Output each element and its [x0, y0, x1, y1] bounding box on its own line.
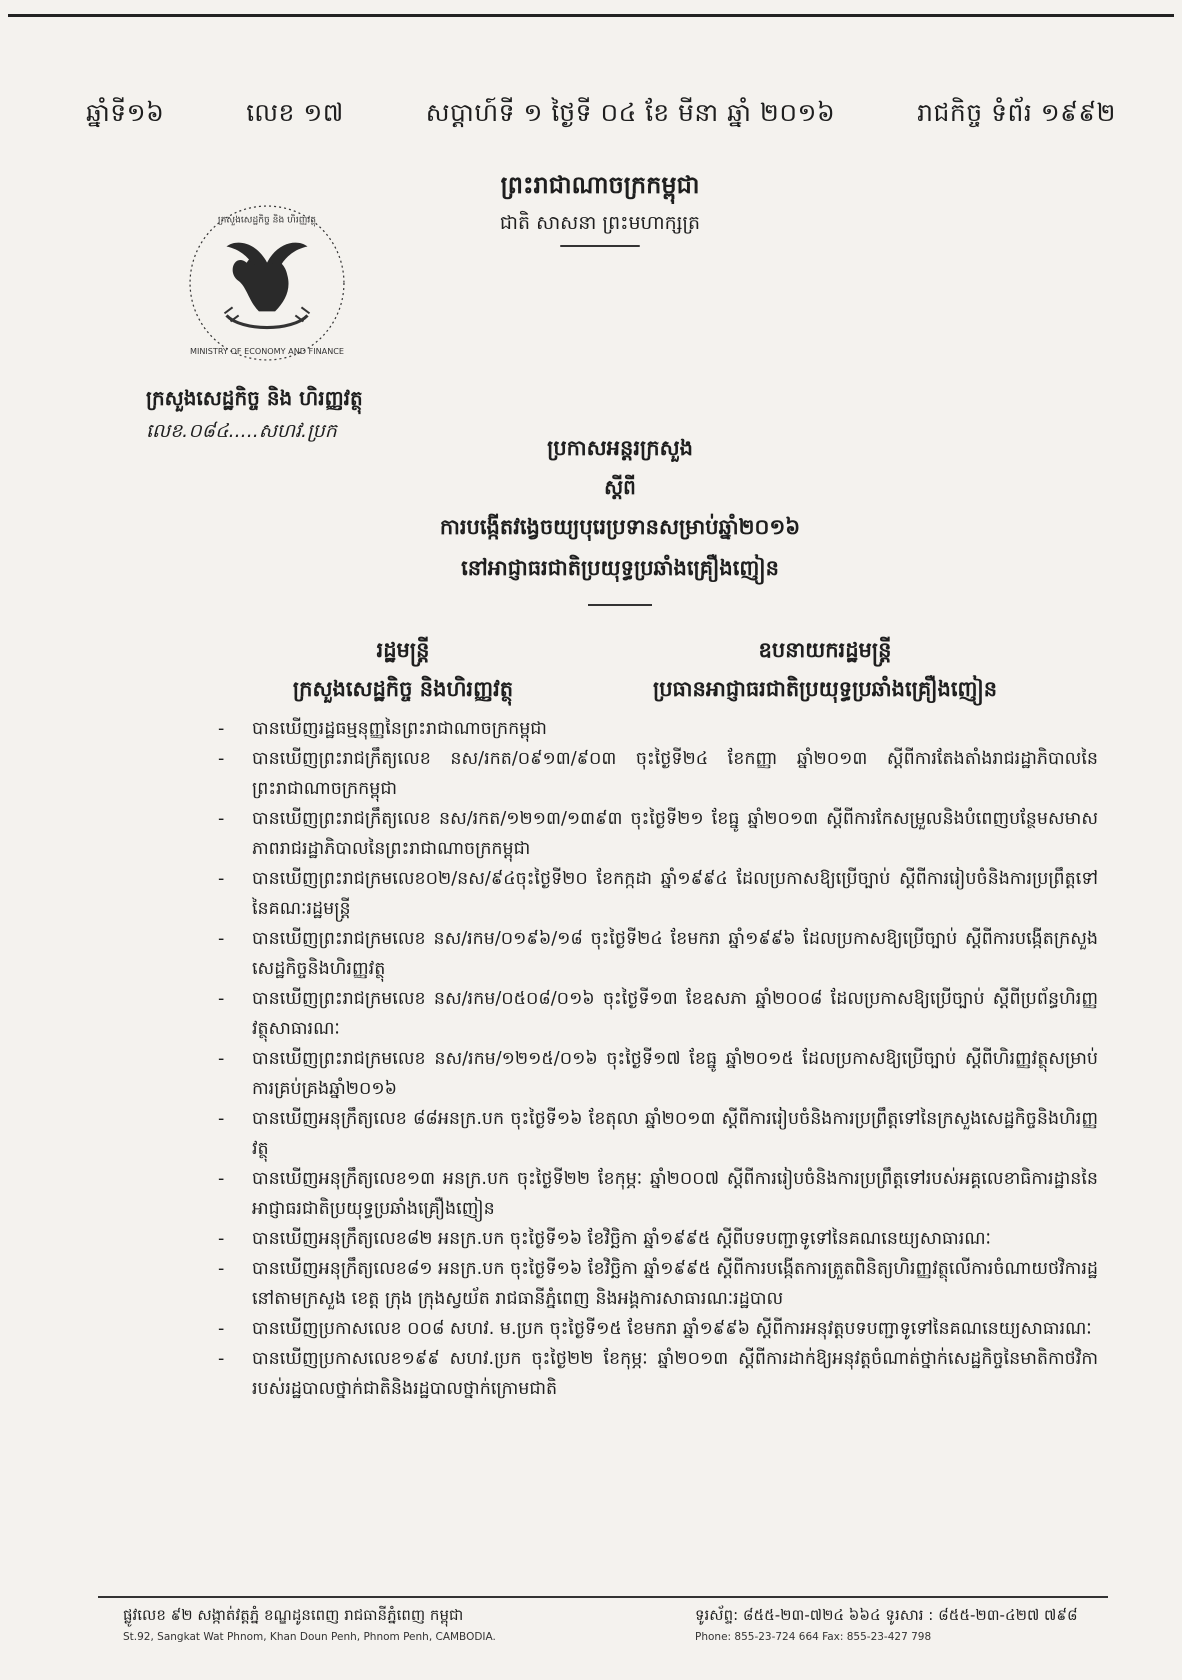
list-item: - បានឃើញព្រះរាជក្រឹត្យលេខ នស/រកត/០៩១៣/៩០៣ ចុះថ្ងៃទី២៤ ខែកញ្ញា ឆ្នាំ២០១៣ ស្តីពីការតែងតាំងរាជរដ្ឋាភិបាលនៃព្រះរាជាណាចក្រកម្ពុជា [218, 744, 1098, 804]
list-item: - បានឃើញព្រះរាជក្រមលេខ០២/នស/៩៤ចុះថ្ងៃទី២០ ខែកក្កដា ឆ្នាំ១៩៩៤ ដែលប្រកាសឱ្យប្រើច្បាប់ ស្តីពីការរៀបចំនិងការប្រព្រឹត្តទៅនៃគណៈរដ្ឋមន្ត្រី [218, 864, 1098, 924]
list-item: - បានឃើញរដ្ឋធម្មនុញ្ញនៃព្រះរាជាណាចក្រកម្ពុជា [218, 714, 1098, 744]
list-item: - បានឃើញអនុក្រឹត្យលេខ៨២ អនក្រ.បក ចុះថ្ងៃទី១៦ ខែវិច្ឆិកា ឆ្នាំ១៩៩៥ ស្តីពីបទបញ្ជាទូទៅនៃគណនេយ្យសាធារណៈ [218, 1224, 1098, 1254]
seal-khmer-text: ក្រសួងសេដ្ឋកិច្ច និង ហិរញ្ញវត្ថុ [217, 215, 317, 226]
gazette-year: ឆ្នាំទី១៦ [86, 98, 165, 127]
dash-bullet: - [218, 1349, 225, 1369]
dash-bullet: - [218, 1109, 225, 1129]
list-item: - បានឃើញអនុក្រឹត្យលេខ៨១ អនក្រ.បក ចុះថ្ងៃទី១៦ ខែវិច្ឆិកា ឆ្នាំ១៩៩៥ ស្តីពីការបង្កើតការត្រួតពិនិត្យហិរញ្ញវត្ថុលើការចំណាយថវិការដ្ឋនៅតាមក្រសួង ខេត្ត ក្រុង ក្រុងស្វយ័ត រាជធានីភ្នំពេញ និងអង្គការសាធារណៈរដ្ឋបាល [218, 1254, 1098, 1314]
ministry-name: ក្រសួងសេដ្ឋកិច្ច និង ហិរញ្ញវត្ថុ [146, 386, 363, 410]
ministry-seal-icon [186, 202, 348, 364]
list-item: - បានឃើញអនុក្រឹត្យលេខ ៨៨អនក្រ.បក ចុះថ្ងៃទី១៦ ខែតុលា ឆ្នាំ២០១៣ ស្តីពីការរៀបចំនិងការប្រព្រឹត្តទៅនៃក្រសួងសេដ្ឋកិច្ចនិងហិរញ្ញវត្ថុ [218, 1104, 1098, 1164]
ministry-ref-number: លេខ.០៨៤.....សហវ.ប្រក [146, 420, 337, 442]
gazette-header [86, 96, 1116, 136]
gazette-page: រាជកិច្ច ទំព័រ ១៩៩២ [917, 98, 1116, 127]
kingdom-name: ព្រះរាជាណាចក្រកម្ពុជា [500, 170, 700, 199]
footer-rule [98, 1596, 1108, 1598]
gazette-date: សប្តាហ៍ទី ១ ថ្ងៃទី ០៤ ខែ មីនា ឆ្នាំ ២០១៦ [425, 98, 836, 127]
list-item: - បានឃើញប្រកាសលេខ ០០៨ សហវ. ម.ប្រក ចុះថ្ងៃទី១៥ ខែមករា ឆ្នាំ១៩៩៦ ស្តីពីការអនុវត្តបទបញ្ជាទូទៅនៃគណនេយ្យសាធារណៈ [218, 1314, 1098, 1344]
title-line-3: ការបង្កើតវង្វេចយ្យបុរេប្រទានសម្រាប់ឆ្នាំ២០១៦ [439, 514, 801, 539]
title-line-2: ស្តីពី [604, 475, 636, 499]
gazette-issue: លេខ ១៧ [246, 98, 344, 127]
footer-contacts [695, 1606, 1115, 1643]
dash-bullet: - [218, 1169, 225, 1189]
list-item: - បានឃើញព្រះរាជក្រឹត្យលេខ នស/រកត/១២១៣/១៣៩៣ ចុះថ្ងៃទី២១ ខែធ្នូ ឆ្នាំ២០១៣ ស្តីពីការកែសម្រួលនិងបំពេញបន្ថែមសមាសភាពរាជរដ្ឋាភិបាលនៃព្រះរាជាណាចក្រកម្ពុជា [218, 804, 1098, 864]
list-item: - បានឃើញប្រកាសលេខ១៩៩ សហវ.ប្រក ចុះថ្ងៃ២២ ខែកុម្ភៈ ឆ្នាំ២០១៣ ស្តីពីការដាក់ឱ្យអនុវត្តចំណាត់ថ្នាក់សេដ្ឋកិច្ចនៃមាតិកាថវិការបស់រដ្ឋបាលថ្នាក់ជាតិនិងរដ្ឋបាលថ្នាក់ក្រោមជាតិ [218, 1344, 1098, 1404]
ornament-divider [560, 245, 640, 247]
list-item: - បានឃើញព្រះរាជក្រមលេខ នស/រកម/០៥០៨/០១៦ ចុះថ្ងៃទី១៣ ខែឧសភា ឆ្នាំ២០០៨ ដែលប្រកាសឱ្យប្រើច្បាប់ ស្តីពីប្រព័ន្ធហិរញ្ញវត្ថុសាធារណៈ [218, 984, 1098, 1044]
kingdom-header [440, 170, 760, 247]
dash-bullet: - [218, 1319, 225, 1339]
signatory-right-title: ឧបនាយករដ្ឋមន្ត្រី [758, 637, 892, 662]
list-item: - បានឃើញព្រះរាជក្រមលេខ នស/រកម/០១៩៦/១៨ ចុះថ្ងៃទី២៤ ខែមករា ឆ្នាំ១៩៩៦ ដែលប្រកាសឱ្យប្រើច្បាប់ ស្តីពីការបង្កើតក្រសួងសេដ្ឋកិច្ចនិងហិរញ្ញវត្ថុ [218, 924, 1098, 984]
list-item: - បានឃើញអនុក្រឹត្យលេខ១៣ អនក្រ.បក ចុះថ្ងៃទី២២ ខែកុម្ភៈ ឆ្នាំ២០០៧ ស្តីពីការរៀបចំនិងការប្រព្រឹត្តទៅរបស់អគ្គលេខាធិការដ្ឋាននៃអាជ្ញាធរជាតិប្រយុទ្ធប្រឆាំងគ្រឿងញៀន [218, 1164, 1098, 1224]
footer-address-khmer: ផ្លូវលេខ ៩២ សង្កាត់វត្តភ្នំ ខណ្ឌដូនពេញ រាជធានីភ្នំពេញ កម្ពុជា [123, 1606, 464, 1624]
signatory-right [610, 637, 1040, 707]
footer-contacts-english: Phone: 855-23-724 664 Fax: 855-23-427 798 [695, 1631, 932, 1643]
dash-bullet: - [218, 1049, 225, 1069]
dash-bullet: - [218, 929, 225, 949]
proclamation-title [320, 435, 920, 606]
signatory-left-org: ក្រសួងសេដ្ឋកិច្ច និងហិរញ្ញវត្ថុ [292, 676, 514, 701]
dash-bullet: - [218, 1259, 225, 1279]
ornament-divider [588, 604, 652, 606]
dash-bullet: - [218, 809, 225, 829]
dash-bullet: - [218, 989, 225, 1009]
signatory-right-org: ប្រធានអាជ្ញាធរជាតិប្រយុទ្ធប្រឆាំងគ្រឿងញៀន [652, 676, 998, 701]
list-item: - បានឃើញព្រះរាជក្រមលេខ នស/រកម/១២១៥/០១៦ ចុះថ្ងៃទី១៧ ខែធ្នូ ឆ្នាំ២០១៥ ដែលប្រកាសឱ្យប្រើច្បាប់ ស្តីពីហិរញ្ញវត្ថុសម្រាប់ការគ្រប់គ្រងឆ្នាំ២០១៦ [218, 1044, 1098, 1104]
top-rule [8, 14, 1174, 17]
clause-list [218, 714, 1098, 1404]
dash-bullet: - [218, 869, 225, 889]
signatory-left-title: រដ្ឋមន្ត្រី [376, 637, 430, 662]
kingdom-motto: ជាតិ សាសនា ព្រះមហាក្សត្រ [499, 212, 701, 234]
footer-contacts-khmer: ទូរស័ព្ទ: ៨៥៥-២៣-៧២៤ ៦៦៤ ទូរសារ : ៨៥៥-២៣-៤២៧ ៧៩៨ [695, 1606, 1078, 1624]
title-line-1: ប្រកាសអន្តរក្រសួង [547, 435, 693, 460]
signatory-left [258, 637, 548, 707]
seal-english-text: MINISTRY OF ECONOMY AND FINANCE [189, 345, 345, 356]
dash-bullet: - [218, 719, 225, 739]
dash-bullet: - [218, 1229, 225, 1249]
dash-bullet: - [218, 749, 225, 769]
footer-address [123, 1606, 623, 1643]
footer-address-english: St.92, Sangkat Wat Phnom, Khan Doun Penh, Phnom Penh, CAMBODIA. [123, 1631, 496, 1643]
title-line-4: នៅអាជ្ញាធរជាតិប្រយុទ្ធប្រឆាំងគ្រឿងញៀន [461, 555, 779, 580]
